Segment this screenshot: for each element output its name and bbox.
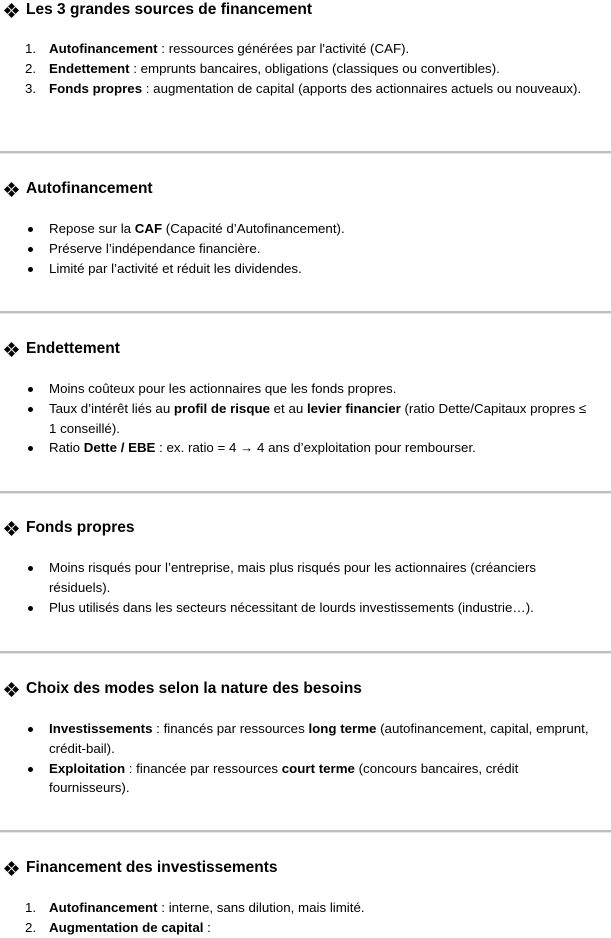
text-run: Repose sur la bbox=[49, 221, 135, 236]
list-item bbox=[0, 558, 611, 598]
section-heading bbox=[4, 858, 278, 878]
bullet-list bbox=[0, 379, 611, 458]
text-run: (ratio Dette/Capitaux propres ≤ 1 conseillé). bbox=[49, 400, 587, 436]
bullet-dot-icon bbox=[28, 247, 33, 252]
section-heading bbox=[4, 0, 312, 20]
text-run: Préserve l’indépendance financière. bbox=[49, 240, 261, 256]
text-run: Limité par l’activité et réduit les dividendes. bbox=[49, 260, 302, 276]
horizontal-rule bbox=[0, 830, 611, 833]
list-number: 1. bbox=[25, 900, 37, 915]
horizontal-rule bbox=[0, 491, 611, 494]
bullet-dot-icon bbox=[28, 767, 33, 772]
list-item bbox=[0, 438, 611, 458]
bold-text: CAF bbox=[134, 221, 163, 236]
section-title: Financement des investissements bbox=[26, 859, 278, 876]
list-item bbox=[0, 79, 611, 99]
list-item bbox=[0, 59, 611, 79]
text-run: (autofinancement, capital, emprunt, crédit-bail). bbox=[49, 721, 589, 756]
bold-text: Augmentation de capital bbox=[49, 919, 204, 935]
bullet-dot-icon bbox=[28, 387, 33, 392]
list-item bbox=[0, 239, 611, 259]
list-number: 2. bbox=[25, 919, 37, 935]
list-number: 2. bbox=[25, 60, 37, 76]
bullet-dot-icon bbox=[28, 227, 33, 232]
bullet-dot-icon bbox=[28, 446, 33, 451]
text-run: Moins coûteux pour les actionnaires que les fonds propres. bbox=[49, 381, 397, 396]
bullet-dot-icon bbox=[28, 606, 33, 611]
text-run: Ratio bbox=[49, 440, 84, 456]
bold-text: Investissements bbox=[49, 721, 153, 736]
text-run: : financée par ressources bbox=[125, 760, 282, 776]
bold-text: profil de risque bbox=[173, 400, 270, 416]
section-heading bbox=[4, 679, 362, 699]
bold-text: long terme bbox=[308, 721, 377, 736]
section-title: Fonds propres bbox=[26, 519, 135, 536]
text-run: Moins risqués pour l’entreprise, mais plus risqués pour les actionnaires (créanciers résiduels). bbox=[49, 560, 537, 595]
diamond-bullet-icon bbox=[4, 3, 19, 18]
section-title: Autofinancement bbox=[26, 180, 153, 197]
bullet-dot-icon bbox=[28, 566, 33, 571]
numbered-list bbox=[0, 39, 611, 98]
list-item bbox=[0, 598, 611, 618]
horizontal-rule bbox=[0, 651, 611, 654]
text-run: : augmentation de capital (apports des actionnaires actuels ou nouveaux). bbox=[142, 80, 582, 96]
text-run: (Capacité d’Autofinancement). bbox=[162, 221, 345, 236]
horizontal-rule bbox=[0, 311, 611, 314]
list-item bbox=[0, 379, 611, 399]
section-title: Endettement bbox=[26, 340, 120, 357]
diamond-bullet-icon bbox=[4, 682, 19, 697]
diamond-bullet-icon bbox=[4, 182, 19, 197]
bold-text: Autofinancement bbox=[49, 900, 158, 915]
diamond-bullet-icon bbox=[4, 521, 19, 536]
text-run: : bbox=[203, 919, 211, 935]
list-item bbox=[0, 219, 611, 239]
list-item bbox=[0, 918, 611, 938]
bullet-list bbox=[0, 558, 611, 617]
list-item bbox=[0, 39, 611, 59]
bullet-list bbox=[0, 719, 611, 798]
section-heading bbox=[4, 518, 135, 538]
text-run: : ressources générées par l'activité (CAF). bbox=[157, 41, 410, 56]
text-run: : ex. ratio = 4 → 4 ans d’exploitation pour rembourser. bbox=[155, 440, 476, 456]
list-item bbox=[0, 259, 611, 279]
list-number: 1. bbox=[25, 41, 37, 56]
bullet-dot-icon bbox=[28, 267, 33, 272]
text-run: : emprunts bancaires, obligations (classiques ou convertibles). bbox=[129, 60, 500, 76]
bold-text: Fonds propres bbox=[49, 80, 143, 96]
diamond-bullet-icon bbox=[4, 861, 19, 876]
horizontal-rule bbox=[0, 151, 611, 154]
bold-text: Dette / EBE bbox=[83, 440, 156, 456]
section-title: Les 3 grandes sources de financement bbox=[26, 1, 312, 18]
list-number: 3. bbox=[25, 80, 37, 96]
bullet-dot-icon bbox=[28, 407, 33, 412]
section-title: Choix des modes selon la nature des besoins bbox=[26, 680, 362, 697]
text-run: Taux d’intérêt liés au bbox=[49, 400, 174, 416]
numbered-list bbox=[0, 898, 611, 938]
bold-text: Exploitation bbox=[49, 760, 126, 776]
bold-text: levier financier bbox=[306, 400, 401, 416]
list-item bbox=[0, 399, 611, 439]
text-run: : interne, sans dilution, mais limité. bbox=[157, 900, 365, 915]
text-run: et au bbox=[269, 400, 307, 416]
section-heading bbox=[4, 179, 153, 199]
section-heading bbox=[4, 339, 120, 359]
diamond-bullet-icon bbox=[4, 342, 19, 357]
bullet-list bbox=[0, 219, 611, 278]
text-run: Plus utilisés dans les secteurs nécessitant de lourds investissements (industrie…). bbox=[49, 599, 534, 615]
bold-text: court terme bbox=[281, 760, 355, 776]
list-item bbox=[0, 898, 611, 918]
list-item bbox=[0, 759, 611, 799]
text-run: (concours bancaires, crédit fournisseurs). bbox=[49, 760, 519, 796]
bullet-dot-icon bbox=[28, 727, 33, 732]
bold-text: Endettement bbox=[49, 60, 130, 76]
list-item bbox=[0, 719, 611, 759]
text-run: : financés par ressources bbox=[152, 721, 309, 736]
bold-text: Autofinancement bbox=[49, 41, 158, 56]
